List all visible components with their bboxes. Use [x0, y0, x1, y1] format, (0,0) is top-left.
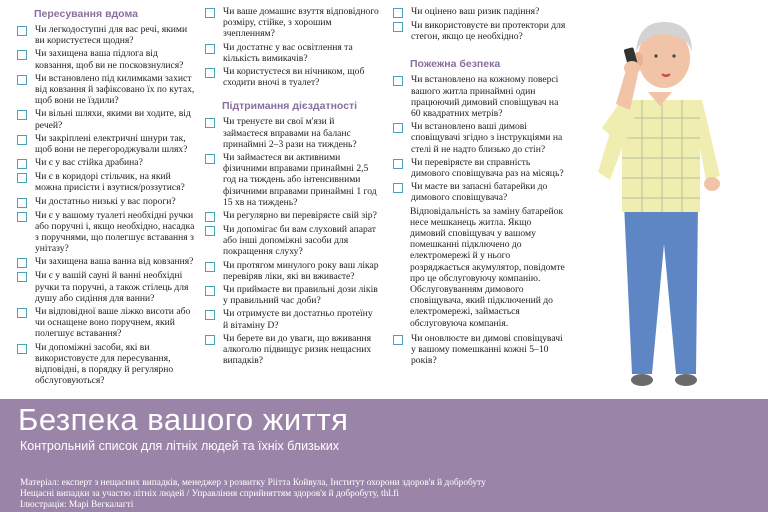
checklist-item[interactable] [16, 157, 196, 169]
section-title-movement: Пересування вдома [34, 8, 138, 20]
checkbox[interactable] [205, 262, 215, 272]
checklist-item[interactable] [392, 333, 568, 367]
footer-banner [0, 399, 768, 512]
checklist-item-text: Чи оцінено ваш ризик падіння? [411, 6, 540, 17]
column-fire [392, 6, 568, 368]
checklist-item[interactable] [16, 210, 196, 255]
elderly-man-phone-illustration [592, 8, 732, 396]
checkbox[interactable] [17, 75, 27, 85]
list-health [204, 116, 380, 366]
checklist-item[interactable] [204, 42, 380, 64]
checkbox[interactable] [205, 118, 215, 128]
checkbox[interactable] [17, 212, 27, 222]
checkbox[interactable] [17, 198, 27, 208]
checklist-item[interactable] [392, 20, 568, 42]
checklist-item-text: Чи користуєтеся ви нічником, щоб сходити вночі в туалет? [223, 66, 365, 89]
checklist-item-text: Чи допоміжні засоби, які ви використовуєте для пересування, відповідні, в порядку й регулярно обслуговуються? [35, 341, 174, 387]
checklist-item[interactable] [204, 308, 380, 330]
checklist-item[interactable] [392, 6, 568, 18]
credit-illustration: Ілюстрація: Марі Вегкалагті [20, 500, 134, 510]
list-movement [16, 24, 196, 386]
checkbox[interactable] [17, 110, 27, 120]
checklist-item-text: Чи регулярно ви перевіряєте свій зір? [223, 210, 377, 222]
checklist-item-text: Чи захищена ваша ванна від ковзання? [35, 256, 194, 268]
checkbox[interactable] [205, 335, 215, 345]
checklist-item[interactable] [16, 73, 196, 107]
checkbox[interactable] [393, 183, 403, 193]
credit-source: Нещасні випадки за участю літніх людей / Управління сприйняттям здоров'я й добробуту, thl.fi [20, 489, 400, 499]
section-title-fire: Пожежна безпека [410, 58, 501, 71]
checklist-item-text: Чи легкодоступні для вас речі, якими ви користуєтеся щодня? [35, 24, 188, 47]
checklist-item-text: Чи допомігає би вам слуховий апарат або інші допоміжні засоби для покращення слуху? [223, 224, 376, 258]
page-title: Безпека вашого життя [18, 402, 349, 437]
checkbox[interactable] [205, 44, 215, 54]
checkbox[interactable] [205, 310, 215, 320]
checklist-item[interactable] [16, 256, 196, 268]
checkbox[interactable] [393, 22, 403, 32]
checklist-item[interactable] [204, 6, 380, 40]
section-title-health: Підтримання дієздатності [222, 100, 358, 113]
checklist-item-text: Чи тренуєте ви свої м'язи й займаєтеся вправами на баланс принаймні 2–3 рази на тиждень? [223, 116, 357, 150]
checkbox[interactable] [393, 8, 403, 18]
checkbox[interactable] [17, 135, 27, 145]
fire-note: Відповідальність за заміну батарейок несе мешканець житла. Якщо димовий сповіщувач у вашому помешканні підключено до електромережі й у нього розряджається акумулятор, повідомте про це обслуговуючу компанію. Обслуговуванням димового сповіщувача, який підключений до електромережі, займається обслуговуюча компанія. [410, 205, 565, 329]
checkbox[interactable] [205, 226, 215, 236]
checklist-item[interactable] [392, 157, 568, 179]
checklist-item-text: Чи маєте ви запасні батарейки до димового сповіщувача? [411, 181, 548, 204]
checklist-item[interactable] [204, 116, 380, 150]
checkbox[interactable] [205, 154, 215, 164]
checklist-item[interactable] [204, 66, 380, 88]
checkbox[interactable] [17, 258, 27, 268]
checklist-item[interactable] [16, 342, 196, 387]
checklist-item-text: Чи приймаєте ви правильні дози ліків у правильний час доби? [223, 284, 378, 307]
checklist-item-text: Чи берете ви до уваги, що вживання алкоголю підвищує ризик нещасних випадків? [223, 332, 372, 367]
checklist-item-text: Чи займаєтеся ви активними фізичними вправами принаймні 2,5 год на тиждень або інтенсивними фізичними вправами принаймні 1 год 15 хв на тиждень? [223, 152, 377, 208]
checkbox[interactable] [205, 212, 215, 222]
checklist-item[interactable] [16, 306, 196, 340]
checkbox[interactable] [205, 286, 215, 296]
checklist-item[interactable] [392, 121, 568, 155]
checkbox[interactable] [17, 272, 27, 282]
checklist-item[interactable] [16, 171, 196, 193]
checklist-item-text: Чи протягом минулого року ваш лікар перевіряв ліки, які ви вживаєте? [223, 259, 379, 282]
page-subtitle: Контрольний список для літніх людей та їхніх близьких [20, 439, 340, 453]
checklist-item-text: Чи встановлено на кожному поверсі вашого житла принаймні один працюючий димовий сповіщувач на 60 квадратних метрів? [411, 74, 559, 120]
list-footwear [204, 6, 380, 88]
checklist-item[interactable] [16, 270, 196, 304]
checklist-item-text: Чи закріплені електричні шнури так, щоб вони не перегороджували шлях? [35, 132, 188, 156]
checklist-item[interactable] [204, 284, 380, 306]
checkbox[interactable] [17, 344, 27, 354]
checkbox[interactable] [393, 159, 403, 169]
checklist-item[interactable] [204, 210, 380, 222]
checklist-item-text: Чи встановлено під килимками захист від ковзання й зафіксовано їх по кутах, щоб вони не їздили? [35, 72, 195, 107]
checklist-item-text: Чи використовуєте ви протектори для стегон, якщо це необхідно? [411, 20, 566, 43]
checklist-item[interactable] [392, 74, 568, 119]
checklist-item[interactable] [204, 333, 380, 367]
credit-material: Матеріал: експерт з нещасних випадків, менеджер з розвитку Ріітта Койвула, Інститут охорони здоров'я й добробуту [20, 478, 486, 488]
checklist-item-text: Чи є у вашій сауні й ванні необхідні ручки та поручні, а також стілець для душу або сидіння для ванни? [35, 270, 189, 304]
checklist-item-text: Чи ваше домашнє взуття відповідного розміру, стійке, з хорошим зчепленням? [223, 6, 379, 40]
checklist-item-text: Чи відповідної ваше ліжко висоти або чи оснащене воно поручнем, який полегшує вставання? [35, 306, 191, 340]
checklist-item[interactable] [16, 196, 196, 208]
list-risk [392, 6, 568, 42]
checkbox[interactable] [17, 173, 27, 183]
checklist-item[interactable] [204, 224, 380, 258]
checklist-item-text: Чи є в коридорі стільчик, на який можна присісти і взутися/роззутися? [35, 171, 185, 194]
checkbox[interactable] [17, 26, 27, 36]
checkbox[interactable] [205, 8, 215, 18]
checklist-item-text: Чи встановлено ваші димові сповіщувачі згідно з інструкціями на стелі й не надто близько до стін? [411, 121, 563, 155]
checkbox[interactable] [17, 50, 27, 60]
checklist-item[interactable] [392, 181, 568, 203]
checklist-item-text: Чи перевіряєте ви справність димового сповіщувача раз на місяць? [411, 156, 564, 180]
column-health [204, 6, 380, 368]
checkbox[interactable] [393, 123, 403, 133]
checklist-item[interactable] [16, 108, 196, 130]
checklist-item[interactable] [16, 24, 196, 46]
checklist-item[interactable] [16, 48, 196, 70]
checklist-item-text: Чи отримуєте ви достатньо протеїну й вітаміну D? [223, 308, 373, 331]
checklist-item-text: Чи оновлюєте ви димові сповіщувачі у вашому помешканні кожні 5–10 років? [411, 332, 563, 367]
checkbox[interactable] [393, 76, 403, 86]
checklist-item-text: Чи вільні шляхи, якими ви ходите, від речей? [35, 108, 191, 131]
checkbox[interactable] [17, 159, 27, 169]
list-fire [392, 74, 568, 203]
checklist-item-text: Чи захищена ваша підлога від ковзання, щоб ви не посковзнулися? [35, 48, 184, 71]
checklist-item-text: Чи є у вашому туалеті необхідні ручки або поручні і, якщо необхідно, насадка з поручнями, що полегшує вставання з унітазу? [35, 209, 195, 255]
checklist-item-text: Чи є у вас стійка драбина? [35, 157, 143, 169]
checklist-item-text: Чи достатньо низькі у вас пороги? [35, 195, 176, 207]
checkbox[interactable] [205, 68, 215, 78]
column-movement [16, 6, 196, 388]
checkbox[interactable] [17, 308, 27, 318]
checklist-item[interactable] [204, 260, 380, 282]
checklist-item-text: Чи достатнє у вас освітлення та кількість вимикачів? [223, 41, 353, 64]
checklist-item[interactable] [16, 133, 196, 155]
checkbox[interactable] [393, 335, 403, 345]
checklist-item[interactable] [204, 152, 380, 208]
